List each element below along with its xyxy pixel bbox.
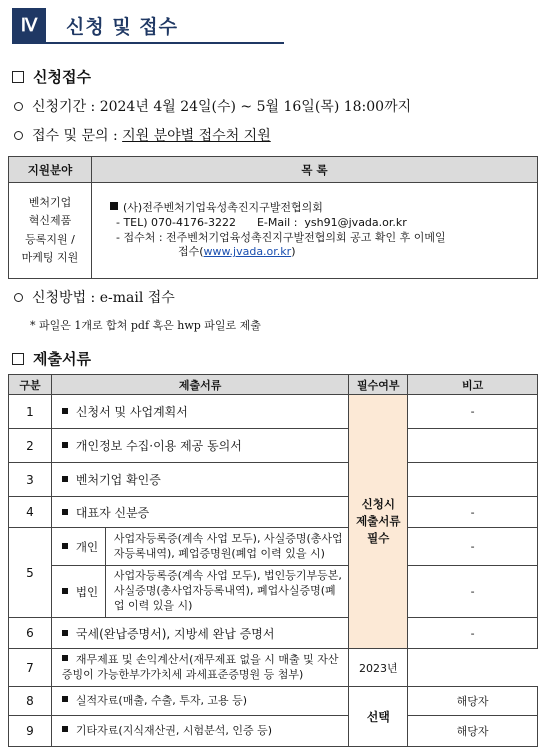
category-cell <box>9 183 92 279</box>
square-bullet-icon <box>62 696 68 702</box>
contact-table-header <box>9 157 538 183</box>
reception-line: - 접수처 : 전주벤처기업육성촉진지구발전협의회 공고 확인 후 이메일 <box>116 230 446 244</box>
row-note: 해당자 <box>408 716 538 747</box>
category-line: 마케팅 지원 <box>21 250 79 264</box>
square-bullet-icon <box>62 726 68 732</box>
table-row <box>9 463 538 497</box>
header-list: 목 록 <box>92 157 538 183</box>
row-note: - <box>408 395 538 429</box>
section-title: 신청 및 접수 <box>66 16 178 38</box>
row-number: 4 <box>9 497 52 528</box>
header-no: 구분 <box>9 375 52 395</box>
table-row <box>9 528 538 566</box>
square-bullet-icon <box>62 408 68 414</box>
header-note: 비고 <box>408 375 538 395</box>
row-note: 2023년 <box>349 649 408 687</box>
row-number: 6 <box>9 618 52 649</box>
table-row <box>9 497 538 528</box>
row-note: 해당자 <box>408 687 538 716</box>
row-note: - <box>408 618 538 649</box>
row-item-text: 기타자료(지식재산권, 시험분석, 인증 등) <box>75 723 272 737</box>
row-number: 8 <box>9 687 52 716</box>
circle-bullet-icon <box>14 131 23 140</box>
docs-heading-text: 제출서류 <box>33 350 91 368</box>
row-item <box>51 649 348 687</box>
row-item-text: 국세(완납증명서), 지방세 완납 증명서 <box>75 626 275 641</box>
docs-heading <box>12 348 91 369</box>
reception-suffix: ) <box>291 245 296 259</box>
row-item <box>51 618 348 649</box>
circle-bullet-icon <box>14 102 23 111</box>
row-note: - <box>408 528 538 566</box>
checkbox-square-icon <box>12 71 24 83</box>
apply-inquiry-link: 지원 분야별 접수처 지원 <box>122 128 271 144</box>
required-cell <box>349 395 408 649</box>
category-line: 벤처기업 <box>28 196 72 210</box>
row-number: 1 <box>9 395 52 429</box>
row-number: 7 <box>9 649 52 687</box>
sub-label <box>51 566 105 618</box>
row-note: - <box>408 566 538 618</box>
row-item <box>51 687 348 716</box>
row-item-text: 대표자 신분증 <box>75 505 150 520</box>
square-bullet-icon <box>62 588 68 594</box>
row-item-text: 신청서 및 사업계획서 <box>75 405 188 419</box>
sub-label-text: 개인 <box>75 539 99 554</box>
required-line: 필수 <box>367 530 390 545</box>
row-note <box>408 429 538 463</box>
apply-inquiry <box>14 125 271 145</box>
optional-cell: 선택 <box>349 687 408 747</box>
row-number: 9 <box>9 716 52 747</box>
row-item-text: 실적자료(매출, 수출, 투자, 고용 등) <box>75 693 248 707</box>
row-note: - <box>408 497 538 528</box>
row-number: 3 <box>9 463 52 497</box>
table-row <box>9 618 538 649</box>
row-item-text: 개인정보 수집·이용 제공 동의서 <box>75 439 242 453</box>
sub-desc: 사업자등록증(계속 사업 모두), 법인등기부등본, 사실증명(총사업자등록내역), 폐업사실증명(폐업 이력 있을 시) <box>105 566 348 618</box>
header-docs: 제출서류 <box>51 375 348 395</box>
row-item-text: 벤처기업 확인증 <box>75 473 161 487</box>
row-note <box>408 463 538 497</box>
apply-method <box>14 287 175 307</box>
sub-desc: 사업자등록증(계속 사업 모두), 사실증명(총사업자등록내역), 폐업증명원(폐업 이력 있을 시) <box>105 528 348 566</box>
table-row <box>9 716 538 747</box>
square-bullet-icon <box>62 476 68 482</box>
section-number: Ⅳ <box>12 8 46 42</box>
table-row <box>9 687 538 716</box>
apply-inquiry-prefix: 접수 및 문의 : <box>32 128 123 144</box>
apply-heading-text: 신청접수 <box>33 68 91 86</box>
apply-heading <box>12 66 91 87</box>
website-link[interactable]: www.jvada.or.kr <box>203 245 292 259</box>
reception-line-2 <box>110 245 529 260</box>
circle-bullet-icon <box>14 293 23 302</box>
apply-method-text: 신청방법 : e-mail 접수 <box>32 290 175 306</box>
row-item-text: 재무제표 및 손익계산서(재무제표 없을 시 매출 및 자산 증빙이 가능한부가가치세 과세표준증명원 등 첨부) <box>61 652 339 681</box>
table-row <box>9 395 538 429</box>
row-item <box>51 497 348 528</box>
row-item <box>51 716 348 747</box>
category-line: 혁신제품 <box>28 214 72 228</box>
square-bullet-icon <box>62 543 68 549</box>
apply-period <box>14 96 411 116</box>
square-bullet-icon <box>110 202 118 210</box>
apply-note: * 파일은 1개로 합쳐 pdf 혹은 hwp 파일로 제출 <box>30 319 261 332</box>
required-line: 제출서류 <box>356 514 401 529</box>
row-item <box>51 395 348 429</box>
header-category: 지원분야 <box>9 157 92 183</box>
row-item <box>51 463 348 497</box>
org-name: (사)전주벤처기업육성촉진지구발전협의회 <box>123 200 323 214</box>
section-header <box>12 8 284 42</box>
table-row <box>9 566 538 618</box>
square-bullet-icon <box>62 655 68 661</box>
docs-table-header <box>9 375 538 395</box>
section-underline <box>12 42 284 44</box>
sub-label <box>51 528 105 566</box>
org-line <box>110 201 529 216</box>
table-row <box>9 649 538 687</box>
tel-line: - TEL) 070-4176-3222 E-Mail : ysh91@jvada.or.kr <box>116 215 407 229</box>
table-row <box>9 429 538 463</box>
contact-table <box>8 156 538 279</box>
header-required: 필수여부 <box>349 375 408 395</box>
row-number: 5 <box>9 528 52 618</box>
checkbox-square-icon <box>12 353 24 365</box>
square-bullet-icon <box>62 442 68 448</box>
square-bullet-icon <box>62 509 68 515</box>
required-line: 신청시 <box>361 497 395 512</box>
contact-table-row <box>9 183 538 279</box>
reception-prefix: 접수( <box>178 245 204 259</box>
row-number: 2 <box>9 429 52 463</box>
contact-content <box>92 183 538 279</box>
apply-period-text: 신청기간 : 2024년 4월 24일(수) ~ 5월 16일(목) 18:00까지 <box>32 99 412 115</box>
sub-label-text: 법인 <box>75 584 99 599</box>
row-item <box>51 429 348 463</box>
square-bullet-icon <box>62 630 68 636</box>
docs-table <box>8 374 538 747</box>
category-line: 등록지원 / <box>25 232 75 246</box>
